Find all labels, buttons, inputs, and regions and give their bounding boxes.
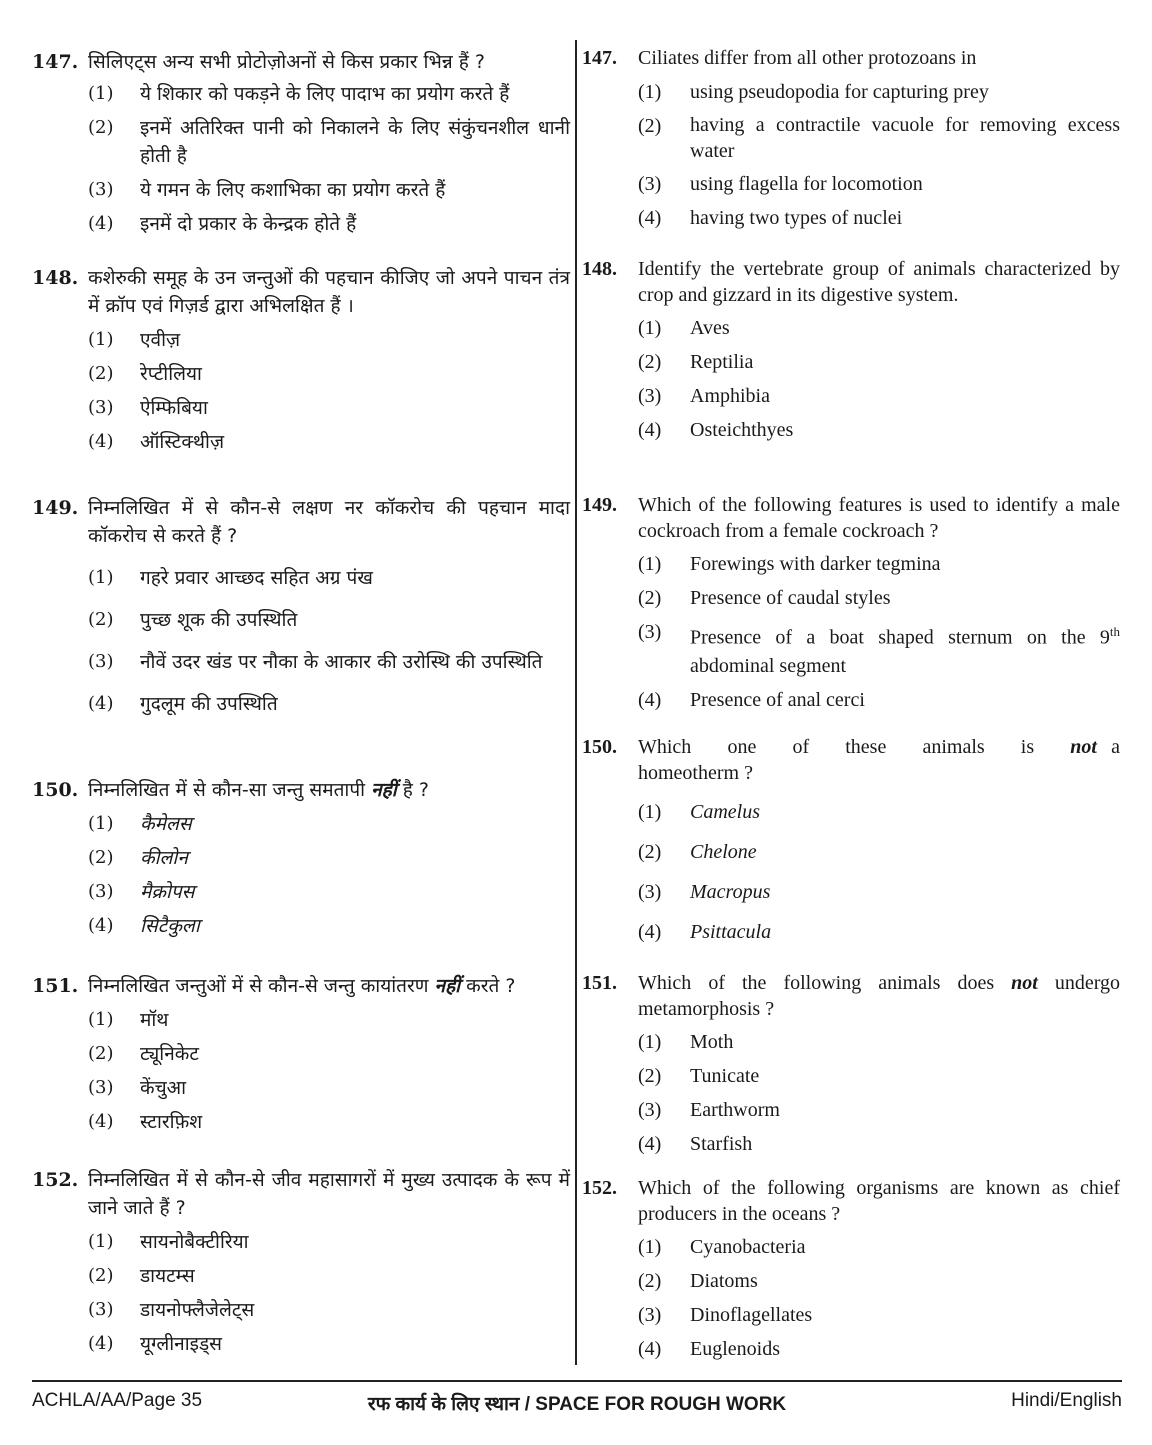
- option-text: Presence of caudal styles: [690, 587, 891, 609]
- question-text-pre: निम्नलिखित में से कौन-सा जन्तु समतापी: [88, 779, 372, 801]
- option-number: (1): [88, 329, 114, 350]
- question-text-pre: Which of the following animals does: [638, 972, 1012, 994]
- option-number: (3): [638, 173, 662, 195]
- option-number: (2): [88, 847, 114, 868]
- option-text: कैमेलस: [140, 813, 192, 835]
- option-number: (2): [88, 363, 114, 384]
- option-number: (2): [638, 841, 662, 863]
- option-text-main: Presence of a boat shaped sternum on the 9: [690, 626, 1110, 649]
- option-number: (2): [88, 609, 114, 630]
- option-number: (4): [638, 921, 662, 943]
- option-number: (3): [638, 1304, 662, 1326]
- option-text: सायनोबैक्टीरिया: [140, 1231, 249, 1253]
- question-number: 152.: [582, 1177, 617, 1199]
- option-text: Earthworm: [690, 1099, 780, 1121]
- option-text: Presence of anal cerci: [690, 688, 865, 711]
- option-number: (2): [638, 1065, 662, 1087]
- question-text-pre: निम्नलिखित जन्तुओं में से कौन-से जन्तु कायांतरण: [88, 975, 435, 997]
- option-number: (2): [638, 587, 662, 609]
- question-emphasis: नहीं: [371, 779, 397, 801]
- question-text: Identify the vertebrate group of animals characterized by crop and gizzard in its digestive system.: [638, 258, 1120, 306]
- option-number: (3): [638, 621, 662, 643]
- option-text: ऐम्फिबिया: [140, 397, 208, 419]
- question-number: 150.: [582, 736, 617, 758]
- option-number: (4): [88, 693, 114, 714]
- question-text: [638, 970, 1120, 1022]
- option-text: पुच्छ शूक की उपस्थिति: [140, 609, 298, 631]
- option-text: having a contractile vacuole for removing excess water: [690, 114, 1120, 162]
- question-149-hindi: [32, 494, 570, 718]
- question-text: सिलिएट्स अन्य सभी प्रोटोज़ोअनों से किस प्रकार भिन्न हैं ?: [88, 51, 485, 73]
- question-number: 150.: [32, 779, 79, 801]
- option-number: (4): [638, 1338, 662, 1360]
- question-text-post: करते ?: [460, 975, 516, 997]
- option-text: Cyanobacteria: [690, 1236, 806, 1258]
- question-number: 152.: [32, 1169, 79, 1191]
- question-148-english: [582, 256, 1120, 444]
- option-text: गहरे प्रवार आच्छद सहित अग्र पंख: [140, 567, 373, 589]
- option-text: having two types of nuclei: [690, 207, 903, 229]
- question-147-english: [582, 44, 1120, 232]
- question-151-english: [582, 970, 1120, 1158]
- option-text: स्टारफ़िश: [140, 1111, 203, 1133]
- option-number: (2): [638, 115, 662, 137]
- option-number: (1): [88, 567, 114, 588]
- option-text: Chelone: [690, 841, 757, 863]
- option-number: (3): [638, 385, 662, 407]
- option-number: (2): [638, 351, 662, 373]
- question-number: 151.: [582, 972, 617, 994]
- question-150-english: [582, 734, 1120, 946]
- page-footer: [32, 1388, 1122, 1418]
- option-text: डायटम्स: [140, 1265, 195, 1287]
- option-text: कीलोन: [140, 847, 188, 869]
- question-text-post: undergo metamorphosis ?: [638, 972, 1120, 1020]
- question-emphasis: not: [1011, 972, 1038, 994]
- question-152-english: [582, 1175, 1120, 1363]
- option-number: (2): [88, 117, 114, 138]
- question-number: 149.: [582, 494, 617, 516]
- question-text: [638, 734, 1120, 786]
- question-147-hindi: [32, 48, 570, 238]
- option-number: (4): [88, 1111, 114, 1132]
- question-number: 147.: [32, 51, 79, 73]
- question-number: 147.: [582, 47, 617, 69]
- question-text: कशेरुकी समूह के उन जन्तुओं की पहचान कीजिए जो अपने पाचन तंत्र में क्रॉप एवं गिज़र्ड द्वारा अभिलक्षित हैं ।: [88, 267, 570, 317]
- option-number: (3): [88, 1077, 114, 1098]
- option-text: डायनोफ्लैजेलेट्स: [140, 1299, 255, 1321]
- question-text: [88, 972, 570, 1000]
- option-number: (3): [88, 881, 114, 902]
- question-148-hindi: [32, 264, 570, 456]
- option-number: (2): [88, 1043, 114, 1064]
- question-149-english: [582, 492, 1120, 714]
- option-text: एवीज़: [140, 329, 181, 351]
- question-text: Which of the following features is used to identify a male cockroach from a female cockroach ?: [638, 494, 1120, 542]
- question-emphasis: not: [1070, 736, 1097, 758]
- option-number: (4): [88, 431, 114, 452]
- question-emphasis: नहीं: [434, 975, 461, 997]
- option-text: रेप्टीलिया: [140, 363, 202, 385]
- option-number: (4): [638, 419, 662, 441]
- option-number: (4): [88, 1333, 114, 1354]
- option-number: (1): [638, 801, 662, 823]
- option-number: (3): [88, 179, 114, 200]
- option-text: इनमें अतिरिक्त पानी को निकालने के लिए संकुंचनशील धानी होती है: [140, 117, 570, 167]
- option-text: Aves: [690, 317, 730, 339]
- question-text: Which of the following organisms are known as chief producers in the oceans ?: [638, 1177, 1120, 1225]
- option-number: (3): [88, 397, 114, 418]
- question-number: 148.: [582, 258, 617, 280]
- option-text: सिटैकुला: [140, 915, 200, 937]
- option-text: केंचुआ: [140, 1077, 187, 1099]
- option-number: (1): [638, 81, 662, 103]
- footer-rule: [32, 1380, 1122, 1382]
- option-text-after: abdominal segment: [690, 654, 847, 677]
- option-text: गुदलूम की उपस्थिति: [140, 693, 278, 715]
- option-number: (1): [638, 553, 662, 575]
- option-number: (1): [88, 1009, 114, 1030]
- option-text: ये शिकार को पकड़ने के लिए पादाभ का प्रयोग करते हैं: [140, 83, 510, 105]
- question-text-post: a homeotherm ?: [638, 736, 1120, 784]
- question-152-hindi: [32, 1166, 570, 1358]
- option-text: Camelus: [690, 801, 760, 823]
- option-text: Dinoflagellates: [690, 1304, 813, 1326]
- option-text: इनमें दो प्रकार के केन्द्रक होते हैं: [140, 213, 357, 235]
- question-text: निम्नलिखित में से कौन-से लक्षण नर कॉकरोच की पहचान मादा कॉकरोच से करते हैं ?: [88, 497, 570, 547]
- question-text: [88, 776, 570, 804]
- option-number: (1): [88, 813, 114, 834]
- question-number: 149.: [32, 497, 79, 519]
- option-text: using flagella for locomotion: [690, 173, 923, 195]
- option-text: ट्यूनिकेट: [140, 1043, 199, 1065]
- option-text: Psittacula: [690, 921, 772, 943]
- option-text: ये गमन के लिए कशाभिका का प्रयोग करते हैं: [140, 179, 446, 201]
- option-number: (1): [88, 1231, 114, 1252]
- question-text: निम्नलिखित में से कौन-से जीव महासागरों में मुख्य उत्पादक के रूप में जाने जाते हैं ?: [88, 1169, 570, 1219]
- option-text: नौवें उदर खंड पर नौका के आकार की उरोस्थि की उपस्थिति: [140, 651, 543, 673]
- column-divider: [575, 40, 577, 1365]
- option-number: (4): [638, 207, 662, 229]
- page-code: ACHLA/AA/Page 35: [32, 1390, 203, 1411]
- option-text: Moth: [690, 1031, 734, 1053]
- option-number: (1): [638, 317, 662, 339]
- option-number: (4): [638, 688, 662, 711]
- option-text: Macropus: [690, 881, 771, 903]
- option-text: Amphibia: [690, 385, 770, 407]
- superscript: th: [1109, 624, 1120, 639]
- option-number: (3): [88, 651, 114, 672]
- option-text: मैक्रोपस: [140, 881, 195, 903]
- option-number: (1): [638, 1236, 662, 1258]
- question-text: Ciliates differ from all other protozoans in: [638, 47, 977, 69]
- language-label: Hindi/English: [1011, 1390, 1122, 1411]
- option-text: Diatoms: [690, 1270, 758, 1292]
- option-number: (1): [88, 83, 114, 104]
- option-text: Tunicate: [690, 1065, 760, 1087]
- option-number: (3): [638, 1099, 662, 1121]
- option-text: Reptilia: [690, 351, 754, 373]
- option-text: Forewings with darker tegmina: [690, 553, 941, 575]
- option-number: (4): [88, 915, 114, 936]
- question-number: 148.: [32, 267, 79, 289]
- question-150-hindi: [32, 776, 570, 940]
- option-text: [690, 618, 1120, 680]
- option-text: using pseudopodia for capturing prey: [690, 81, 989, 103]
- option-number: (2): [88, 1265, 114, 1286]
- option-number: (3): [638, 881, 662, 903]
- question-text-pre: Which one of these animals is: [638, 736, 1071, 758]
- option-text: Euglenoids: [690, 1338, 780, 1360]
- option-text: ऑस्टिक्थीज़: [140, 431, 225, 453]
- option-number: (2): [638, 1270, 662, 1292]
- rough-work-label: रफ कार्य के लिए स्थान / SPACE FOR ROUGH WORK: [367, 1394, 787, 1415]
- option-number: (4): [88, 213, 114, 234]
- question-151-hindi: [32, 972, 570, 1136]
- option-number: (1): [638, 1031, 662, 1053]
- option-number: (3): [88, 1299, 114, 1320]
- question-text-post: है ?: [396, 779, 429, 801]
- option-text: यूग्लीनाइड्स: [140, 1333, 222, 1355]
- option-text: Starfish: [690, 1133, 753, 1155]
- question-number: 151.: [32, 975, 79, 997]
- option-number: (4): [638, 1133, 662, 1155]
- option-text: मॉथ: [140, 1009, 169, 1031]
- option-text: Osteichthyes: [690, 419, 794, 441]
